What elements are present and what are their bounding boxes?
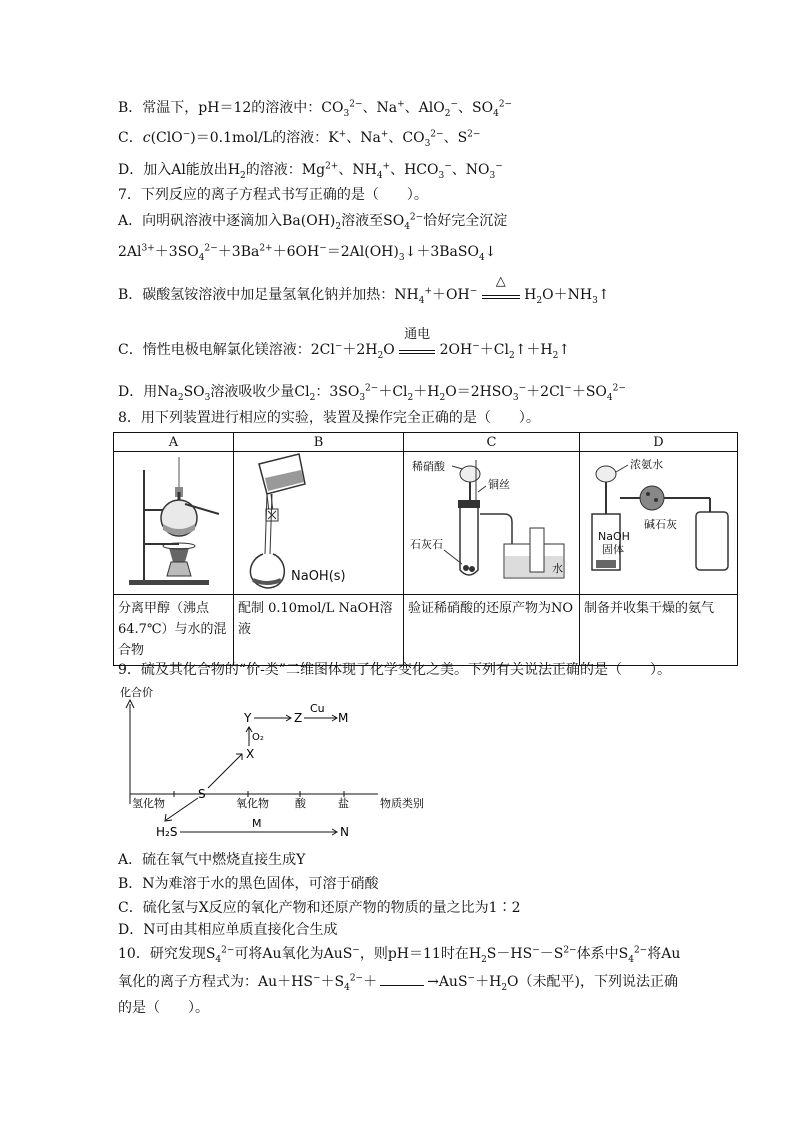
copper-wire-label: 铜丝 bbox=[487, 478, 510, 491]
edge-label-cu: Cu bbox=[310, 702, 325, 715]
edge-label-m: M bbox=[252, 817, 262, 830]
apparatus-c bbox=[404, 452, 580, 595]
node-s: S bbox=[198, 787, 206, 801]
node-h2s: H₂S bbox=[156, 825, 178, 839]
q6-option-b: B．常温下，pH＝12的溶液中：$CO_3^{2-}$、Na+、AlO$_2$−、$SO_4^{2-}$ bbox=[118, 99, 513, 119]
q10-stem-line1: 10．研究发现$S_4^{2-}$可将Au氧化为AuS−，则pH＝11时在$H_2S-HS^--S^{2-}$体系中$S_4^{2-}$将Au bbox=[118, 945, 681, 965]
q10-stem-line3: 的是（ ）。 bbox=[118, 1000, 209, 1016]
q7-option-a: A．向明矾溶液中逐滴加入$Ba(OH)_2$溶液至$SO_4^{2-}$恰好完全沉淀 bbox=[118, 212, 508, 232]
volumetric-flask-image bbox=[239, 454, 399, 592]
y-axis-label: 化合价 bbox=[120, 686, 153, 699]
edge-label-o2: O₂ bbox=[252, 732, 264, 743]
header-b: B bbox=[234, 433, 404, 452]
heat-condition: △ bbox=[482, 287, 520, 299]
q9-option-b: B．N为难溶于水的黑色固体，可溶于硝酸 bbox=[118, 876, 379, 892]
naoh-solid-label-1: NaOH bbox=[597, 530, 630, 543]
q6-option-c: C．c(ClO−)＝0.1mol/L的溶液：K+、Na+、$CO_3^{2-}$、$S^{2-}$ bbox=[118, 129, 481, 149]
caption-c: 验证稀硝酸的还原产物为NO bbox=[404, 595, 580, 666]
node-z: Z bbox=[294, 711, 303, 725]
apparatus-b bbox=[234, 452, 404, 595]
distillation-apparatus-image bbox=[119, 452, 229, 590]
category-hydride: 氢化物 bbox=[132, 797, 165, 810]
answer-blank[interactable] bbox=[380, 973, 424, 986]
valence-category-diagram bbox=[118, 684, 424, 846]
header-d: D bbox=[580, 433, 738, 452]
nitric-acid-apparatus-image bbox=[408, 452, 576, 590]
q9-option-c: C．硫化氢与X反应的氧化产物和还原产物的物质的量之比为1∶2 bbox=[118, 900, 521, 916]
apparatus-a bbox=[114, 452, 234, 595]
caption-d: 制备并收集干燥的氨气 bbox=[580, 595, 738, 666]
category-acid: 酸 bbox=[295, 797, 306, 810]
conc-ammonia-label: 浓氨水 bbox=[629, 458, 663, 471]
q9-option-a: A．硫在氧气中燃烧直接生成Y bbox=[118, 852, 306, 868]
q8-stem: 8．用下列装置进行相应的实验，装置及操作完全正确的是（ ）。 bbox=[118, 410, 540, 426]
q10-stem-line2: 氧化的离子方程式为：$Au+HS^-+S_4^{2-}+ \to AuS^-+H_2O$（未配平)，下列说法正确 bbox=[118, 973, 678, 993]
header-c: C bbox=[404, 433, 580, 452]
q8-apparatus-table bbox=[113, 432, 738, 666]
node-n: N bbox=[340, 825, 349, 839]
q9-stem: 9．硫及其化合物的“价-类”二维图体现了化学变化之美。下列有关说法正确的是（ ）。 bbox=[118, 662, 671, 678]
q7-option-d: D．用$Na_2SO_3$溶液吸收少量$Cl_2$：$3SO_3^{2-}+Cl_2+H_2O=2HSO_3^-+2Cl^-+SO_4^{2-}$ bbox=[118, 383, 626, 403]
water-label: 水 bbox=[551, 562, 563, 575]
naoh-solid-label-2: 固体 bbox=[601, 543, 624, 556]
node-x: X bbox=[246, 747, 255, 761]
node-m: M bbox=[338, 711, 349, 725]
caption-b: 配制 0.10mol/L NaOH溶液 bbox=[234, 595, 404, 666]
x-axis-label: 物质类别 bbox=[380, 797, 424, 810]
q9-option-d: D．N可由其相应单质直接化合生成 bbox=[118, 922, 338, 938]
category-salt: 盐 bbox=[338, 797, 349, 810]
caption-a: 分离甲醇（沸点64.7℃）与水的混合物 bbox=[114, 595, 234, 666]
apparatus-d bbox=[580, 452, 738, 595]
header-a: A bbox=[114, 433, 234, 452]
q6-option-d: D．加入Al能放出$H_2$的溶液：$Mg^{2+}$、$NH_4^+$、$HCO_3^-$、$NO_3^-$ bbox=[118, 161, 503, 181]
naoh-label: NaOH(s) bbox=[290, 569, 346, 584]
electrolysis-condition: 通电 bbox=[399, 342, 435, 354]
dilute-nitric-acid-label: 稀硝酸 bbox=[411, 460, 445, 473]
limestone-label: 石灰石 bbox=[409, 538, 443, 551]
q7-option-a-equation: $2Al^{3+}+3SO_4^{2-}+3Ba^{2+}+6OH^-=2Al(OH)_3↓+3BaSO_4↓$ bbox=[118, 243, 497, 263]
q7-option-b: B．碳酸氢铵溶液中加足量氢氧化钠并加热：$NH_4^++OH^-$ △ $H_2O+NH_3↑$ bbox=[118, 274, 610, 306]
ammonia-apparatus-image bbox=[584, 452, 734, 590]
category-oxide: 氧化物 bbox=[236, 797, 269, 810]
node-y: Y bbox=[244, 711, 252, 725]
q7-stem: 7．下列反应的离子方程式书写正确的是（ ）。 bbox=[118, 187, 428, 203]
q7-option-c: C．惰性电极电解氯化镁溶液：$2Cl^-+2H_2O$ 通电 $2OH^-+Cl_2↑+H_2↑$ bbox=[118, 327, 571, 361]
soda-lime-label: 碱石灰 bbox=[643, 518, 677, 531]
